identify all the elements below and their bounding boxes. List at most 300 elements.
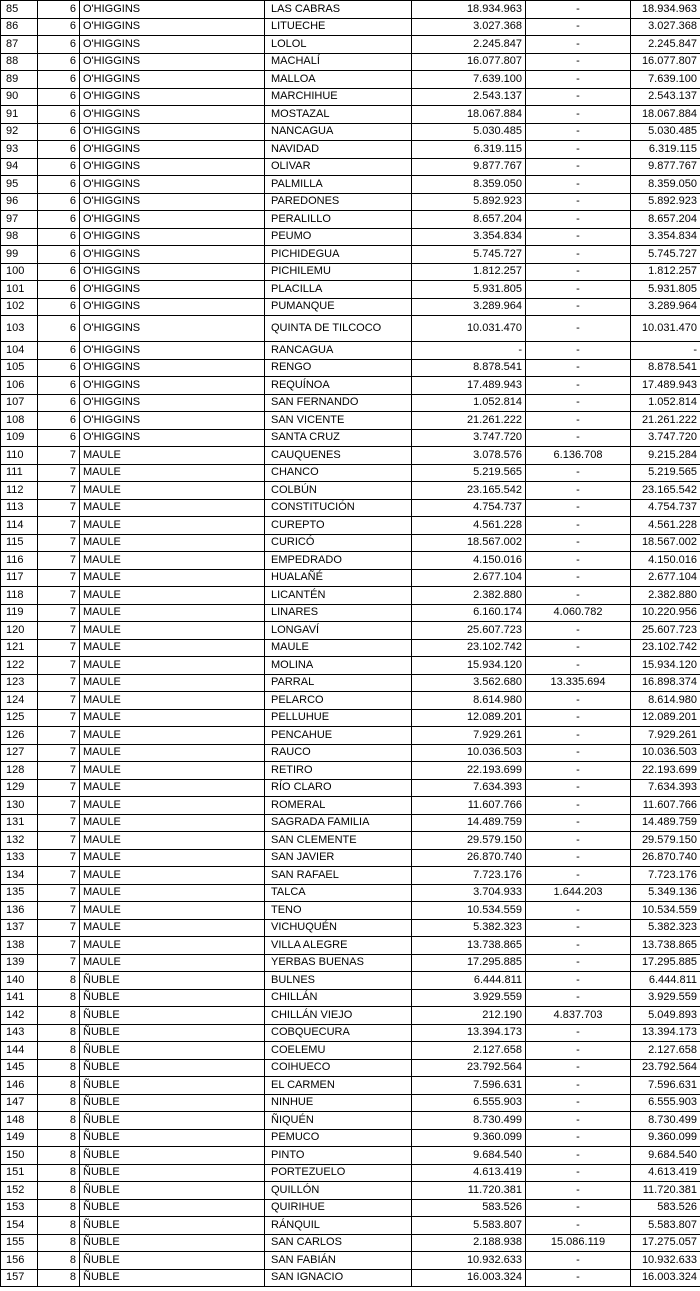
region-code-cell: 6 [38, 158, 80, 176]
table-row [1, 141, 700, 159]
table-body [1, 1, 700, 1287]
region-code-cell: 6 [38, 377, 80, 395]
row-number-cell: 151 [1, 1164, 38, 1182]
table-row [1, 298, 700, 316]
total-cell: 7.596.631 [631, 1077, 700, 1095]
region-code-cell: 7 [38, 499, 80, 517]
table-row [1, 674, 700, 692]
region-code-cell: 7 [38, 814, 80, 832]
amount-cell: 7.634.393 [412, 779, 526, 797]
commune-cell: PLACILLA [265, 281, 412, 299]
commune-cell: SAN VICENTE [265, 412, 412, 430]
total-cell: 22.193.699 [631, 762, 700, 780]
total-cell: - [631, 342, 700, 360]
total-cell: 5.892.923 [631, 193, 700, 211]
additional-amount-cell: - [526, 377, 631, 395]
commune-cell: COBQUECURA [265, 1024, 412, 1042]
region-code-cell: 7 [38, 447, 80, 465]
amount-cell: 13.394.173 [412, 1024, 526, 1042]
commune-cell: MALLOA [265, 71, 412, 89]
region-name-cell: MAULE [80, 639, 265, 657]
region-name-cell: O'HIGGINS [80, 359, 265, 377]
region-name-cell: O'HIGGINS [80, 53, 265, 71]
total-cell: 11.720.381 [631, 1182, 700, 1200]
table-row [1, 832, 700, 850]
additional-amount-cell: - [526, 1269, 631, 1287]
additional-amount-cell: - [526, 141, 631, 159]
row-number-cell: 120 [1, 622, 38, 640]
commune-cell: PINTO [265, 1147, 412, 1165]
table-row [1, 1234, 700, 1252]
region-name-cell: O'HIGGINS [80, 281, 265, 299]
amount-cell: 8.878.541 [412, 359, 526, 377]
region-name-cell: MAULE [80, 622, 265, 640]
total-cell: 4.754.737 [631, 499, 700, 517]
region-name-cell: MAULE [80, 499, 265, 517]
commune-cell: SANTA CRUZ [265, 429, 412, 447]
table-row [1, 246, 700, 264]
table-row [1, 972, 700, 990]
row-number-cell: 129 [1, 779, 38, 797]
total-cell: 17.489.943 [631, 377, 700, 395]
region-code-cell: 8 [38, 1217, 80, 1235]
table-row [1, 1147, 700, 1165]
row-number-cell: 136 [1, 902, 38, 920]
total-cell: 17.295.885 [631, 954, 700, 972]
table-row [1, 744, 700, 762]
table-row [1, 849, 700, 867]
commune-cell: EL CARMEN [265, 1077, 412, 1095]
row-number-cell: 126 [1, 727, 38, 745]
region-code-cell: 6 [38, 53, 80, 71]
amount-cell: 3.929.559 [412, 989, 526, 1007]
additional-amount-cell: 6.136.708 [526, 447, 631, 465]
region-name-cell: MAULE [80, 727, 265, 745]
commune-cell: CHANCO [265, 464, 412, 482]
total-cell: 8.657.204 [631, 211, 700, 229]
region-name-cell: MAULE [80, 464, 265, 482]
region-code-cell: 7 [38, 919, 80, 937]
table-row [1, 193, 700, 211]
row-number-cell: 128 [1, 762, 38, 780]
amount-cell: 7.929.261 [412, 727, 526, 745]
total-cell: 16.003.324 [631, 1269, 700, 1287]
region-code-cell: 8 [38, 989, 80, 1007]
region-name-cell: O'HIGGINS [80, 18, 265, 36]
region-name-cell: O'HIGGINS [80, 71, 265, 89]
row-number-cell: 109 [1, 429, 38, 447]
table-row [1, 228, 700, 246]
total-cell: 8.359.050 [631, 176, 700, 194]
commune-cell: OLIVAR [265, 158, 412, 176]
row-number-cell: 97 [1, 211, 38, 229]
region-code-cell: 6 [38, 106, 80, 124]
row-number-cell: 143 [1, 1024, 38, 1042]
total-cell: 15.934.120 [631, 657, 700, 675]
commune-cell: PUMANQUE [265, 298, 412, 316]
row-number-cell: 124 [1, 692, 38, 710]
amount-cell: 7.639.100 [412, 71, 526, 89]
additional-amount-cell: - [526, 832, 631, 850]
additional-amount-cell: - [526, 342, 631, 360]
region-code-cell: 7 [38, 797, 80, 815]
total-cell: 10.220.956 [631, 604, 700, 622]
table-row [1, 1129, 700, 1147]
row-number-cell: 92 [1, 123, 38, 141]
total-cell: 4.561.228 [631, 517, 700, 535]
additional-amount-cell: - [526, 499, 631, 517]
region-code-cell: 6 [38, 228, 80, 246]
amount-cell: 13.738.865 [412, 937, 526, 955]
amount-cell: 8.730.499 [412, 1112, 526, 1130]
commune-cell: CUREPTO [265, 517, 412, 535]
total-cell: 2.543.137 [631, 88, 700, 106]
row-number-cell: 99 [1, 246, 38, 264]
additional-amount-cell: - [526, 1059, 631, 1077]
commune-cell: QUINTA DE TILCOCO [265, 316, 412, 342]
total-cell: 10.031.470 [631, 316, 700, 342]
additional-amount-cell: - [526, 622, 631, 640]
total-cell: 1.812.257 [631, 263, 700, 281]
table-row [1, 316, 700, 342]
region-name-cell: MAULE [80, 534, 265, 552]
additional-amount-cell: 1.644.203 [526, 884, 631, 902]
commune-cell: QUIRIHUE [265, 1199, 412, 1217]
additional-amount-cell: - [526, 281, 631, 299]
region-code-cell: 6 [38, 1, 80, 19]
additional-amount-cell: - [526, 797, 631, 815]
row-number-cell: 147 [1, 1094, 38, 1112]
commune-cell: RENGO [265, 359, 412, 377]
total-cell: 17.275.057 [631, 1234, 700, 1252]
total-cell: 2.245.847 [631, 36, 700, 54]
region-code-cell: 7 [38, 884, 80, 902]
amount-cell: 21.261.222 [412, 412, 526, 430]
table-row [1, 211, 700, 229]
region-code-cell: 7 [38, 762, 80, 780]
amount-cell: 2.127.658 [412, 1042, 526, 1060]
table-row [1, 53, 700, 71]
table-row [1, 176, 700, 194]
region-code-cell: 8 [38, 1077, 80, 1095]
commune-cell: PERALILLO [265, 211, 412, 229]
region-code-cell: 6 [38, 246, 80, 264]
region-name-cell: ÑUBLE [80, 1094, 265, 1112]
table-row [1, 954, 700, 972]
amount-cell: 18.934.963 [412, 1, 526, 19]
region-code-cell: 7 [38, 692, 80, 710]
table-row [1, 762, 700, 780]
region-code-cell: 8 [38, 1007, 80, 1025]
additional-amount-cell: - [526, 394, 631, 412]
total-cell: 10.534.559 [631, 902, 700, 920]
commune-cell: NINHUE [265, 1094, 412, 1112]
additional-amount-cell: - [526, 954, 631, 972]
total-cell: 6.319.115 [631, 141, 700, 159]
additional-amount-cell: - [526, 316, 631, 342]
row-number-cell: 98 [1, 228, 38, 246]
row-number-cell: 94 [1, 158, 38, 176]
region-code-cell: 8 [38, 1129, 80, 1147]
additional-amount-cell: - [526, 639, 631, 657]
region-name-cell: MAULE [80, 587, 265, 605]
additional-amount-cell: - [526, 1147, 631, 1165]
row-number-cell: 132 [1, 832, 38, 850]
amount-cell: 23.792.564 [412, 1059, 526, 1077]
region-name-cell: MAULE [80, 954, 265, 972]
row-number-cell: 148 [1, 1112, 38, 1130]
region-name-cell: O'HIGGINS [80, 36, 265, 54]
region-code-cell: 8 [38, 1269, 80, 1287]
region-code-cell: 7 [38, 832, 80, 850]
commune-cell: PARRAL [265, 674, 412, 692]
commune-cell: MACHALÍ [265, 53, 412, 71]
table-row [1, 1252, 700, 1270]
total-cell: 8.614.980 [631, 692, 700, 710]
region-code-cell: 8 [38, 1094, 80, 1112]
row-number-cell: 96 [1, 193, 38, 211]
row-number-cell: 156 [1, 1252, 38, 1270]
table-row [1, 1182, 700, 1200]
amount-cell: 18.067.884 [412, 106, 526, 124]
total-cell: 13.394.173 [631, 1024, 700, 1042]
region-code-cell: 7 [38, 482, 80, 500]
total-cell: 5.349.136 [631, 884, 700, 902]
region-code-cell: 7 [38, 587, 80, 605]
region-code-cell: 7 [38, 849, 80, 867]
total-cell: 25.607.723 [631, 622, 700, 640]
table-row [1, 1024, 700, 1042]
region-code-cell: 8 [38, 1024, 80, 1042]
region-name-cell: MAULE [80, 744, 265, 762]
region-name-cell: ÑUBLE [80, 1217, 265, 1235]
region-code-cell: 7 [38, 569, 80, 587]
row-number-cell: 103 [1, 316, 38, 342]
additional-amount-cell: - [526, 1252, 631, 1270]
additional-amount-cell: 13.335.694 [526, 674, 631, 692]
region-name-cell: ÑUBLE [80, 1252, 265, 1270]
region-code-cell: 7 [38, 674, 80, 692]
table-row [1, 919, 700, 937]
total-cell: 5.219.565 [631, 464, 700, 482]
table-row [1, 797, 700, 815]
total-cell: 16.077.807 [631, 53, 700, 71]
region-code-cell: 6 [38, 123, 80, 141]
row-number-cell: 125 [1, 709, 38, 727]
row-number-cell: 115 [1, 534, 38, 552]
amount-cell: 4.754.737 [412, 499, 526, 517]
total-cell: 7.929.261 [631, 727, 700, 745]
region-name-cell: O'HIGGINS [80, 394, 265, 412]
row-number-cell: 152 [1, 1182, 38, 1200]
total-cell: 29.579.150 [631, 832, 700, 850]
region-name-cell: MAULE [80, 779, 265, 797]
total-cell: 3.027.368 [631, 18, 700, 36]
table-row [1, 281, 700, 299]
table-row [1, 18, 700, 36]
region-name-cell: ÑUBLE [80, 1059, 265, 1077]
amount-cell: 4.561.228 [412, 517, 526, 535]
table-row [1, 814, 700, 832]
region-code-cell: 7 [38, 902, 80, 920]
amount-cell: 3.027.368 [412, 18, 526, 36]
amount-cell: 10.031.470 [412, 316, 526, 342]
additional-amount-cell: - [526, 727, 631, 745]
amount-cell: 583.526 [412, 1199, 526, 1217]
total-cell: 6.444.811 [631, 972, 700, 990]
total-cell: 4.613.419 [631, 1164, 700, 1182]
commune-cell: CAUQUENES [265, 447, 412, 465]
row-number-cell: 135 [1, 884, 38, 902]
region-name-cell: O'HIGGINS [80, 263, 265, 281]
row-number-cell: 88 [1, 53, 38, 71]
amount-cell: 9.360.099 [412, 1129, 526, 1147]
amount-cell: 3.289.964 [412, 298, 526, 316]
additional-amount-cell: - [526, 88, 631, 106]
row-number-cell: 111 [1, 464, 38, 482]
total-cell: 9.360.099 [631, 1129, 700, 1147]
commune-cell: CHILLÁN [265, 989, 412, 1007]
row-number-cell: 145 [1, 1059, 38, 1077]
region-name-cell: MAULE [80, 797, 265, 815]
table-row [1, 36, 700, 54]
additional-amount-cell: - [526, 1042, 631, 1060]
region-code-cell: 7 [38, 954, 80, 972]
amount-cell: 2.677.104 [412, 569, 526, 587]
additional-amount-cell: - [526, 709, 631, 727]
region-code-cell: 6 [38, 176, 80, 194]
additional-amount-cell: - [526, 692, 631, 710]
table-row [1, 482, 700, 500]
amount-cell: 6.319.115 [412, 141, 526, 159]
row-number-cell: 139 [1, 954, 38, 972]
additional-amount-cell: - [526, 587, 631, 605]
commune-cell: SAN IGNACIO [265, 1269, 412, 1287]
commune-cell: NAVIDAD [265, 141, 412, 159]
amount-cell: 14.489.759 [412, 814, 526, 832]
region-name-cell: O'HIGGINS [80, 377, 265, 395]
additional-amount-cell: - [526, 814, 631, 832]
row-number-cell: 95 [1, 176, 38, 194]
amount-cell: 10.932.633 [412, 1252, 526, 1270]
region-code-cell: 8 [38, 972, 80, 990]
row-number-cell: 138 [1, 937, 38, 955]
row-number-cell: 133 [1, 849, 38, 867]
region-code-cell: 8 [38, 1252, 80, 1270]
row-number-cell: 155 [1, 1234, 38, 1252]
table-row [1, 342, 700, 360]
amount-cell: 7.596.631 [412, 1077, 526, 1095]
table-row [1, 622, 700, 640]
table-row [1, 158, 700, 176]
region-code-cell: 6 [38, 359, 80, 377]
total-cell: 23.792.564 [631, 1059, 700, 1077]
region-name-cell: MAULE [80, 482, 265, 500]
amount-cell: 5.931.805 [412, 281, 526, 299]
table-row [1, 71, 700, 89]
row-number-cell: 118 [1, 587, 38, 605]
total-cell: 4.150.016 [631, 552, 700, 570]
additional-amount-cell: - [526, 517, 631, 535]
additional-amount-cell: - [526, 552, 631, 570]
total-cell: 7.634.393 [631, 779, 700, 797]
region-name-cell: ÑUBLE [80, 1024, 265, 1042]
total-cell: 5.030.485 [631, 123, 700, 141]
region-name-cell: MAULE [80, 832, 265, 850]
additional-amount-cell: - [526, 762, 631, 780]
additional-amount-cell: - [526, 779, 631, 797]
total-cell: 7.639.100 [631, 71, 700, 89]
additional-amount-cell: - [526, 412, 631, 430]
region-name-cell: ÑUBLE [80, 1042, 265, 1060]
region-code-cell: 7 [38, 744, 80, 762]
region-name-cell: MAULE [80, 814, 265, 832]
commune-cell: MOSTAZAL [265, 106, 412, 124]
row-number-cell: 137 [1, 919, 38, 937]
total-cell: 26.870.740 [631, 849, 700, 867]
region-name-cell: O'HIGGINS [80, 106, 265, 124]
region-code-cell: 7 [38, 517, 80, 535]
commune-cell: RETIRO [265, 762, 412, 780]
region-code-cell: 7 [38, 937, 80, 955]
region-name-cell: MAULE [80, 937, 265, 955]
amount-cell: 3.562.680 [412, 674, 526, 692]
region-name-cell: MAULE [80, 884, 265, 902]
table-row [1, 123, 700, 141]
row-number-cell: 149 [1, 1129, 38, 1147]
region-name-cell: ÑUBLE [80, 1164, 265, 1182]
commune-cell: YERBAS BUENAS [265, 954, 412, 972]
table-row [1, 709, 700, 727]
row-number-cell: 127 [1, 744, 38, 762]
additional-amount-cell: - [526, 158, 631, 176]
commune-cell: QUILLÓN [265, 1182, 412, 1200]
amount-cell: 16.077.807 [412, 53, 526, 71]
row-number-cell: 146 [1, 1077, 38, 1095]
commune-cell: SAN CARLOS [265, 1234, 412, 1252]
table-row [1, 429, 700, 447]
region-code-cell: 6 [38, 412, 80, 430]
row-number-cell: 123 [1, 674, 38, 692]
region-code-cell: 6 [38, 211, 80, 229]
region-name-cell: MAULE [80, 709, 265, 727]
table-row [1, 1269, 700, 1287]
additional-amount-cell: - [526, 919, 631, 937]
amount-cell: 5.745.727 [412, 246, 526, 264]
total-cell: 583.526 [631, 1199, 700, 1217]
region-code-cell: 7 [38, 622, 80, 640]
commune-cell: ROMERAL [265, 797, 412, 815]
total-cell: 2.127.658 [631, 1042, 700, 1060]
row-number-cell: 153 [1, 1199, 38, 1217]
amount-cell: 25.607.723 [412, 622, 526, 640]
commune-cell: MAULE [265, 639, 412, 657]
table-row [1, 412, 700, 430]
amount-cell: 17.489.943 [412, 377, 526, 395]
amount-cell: 2.543.137 [412, 88, 526, 106]
row-number-cell: 144 [1, 1042, 38, 1060]
amount-cell: 5.583.807 [412, 1217, 526, 1235]
total-cell: 7.723.176 [631, 867, 700, 885]
commune-cell: SAN JAVIER [265, 849, 412, 867]
commune-cell: COIHUECO [265, 1059, 412, 1077]
total-cell: 11.607.766 [631, 797, 700, 815]
region-name-cell: ÑUBLE [80, 1077, 265, 1095]
table-row [1, 1, 700, 19]
region-name-cell: MAULE [80, 674, 265, 692]
additional-amount-cell: - [526, 193, 631, 211]
table-row [1, 639, 700, 657]
